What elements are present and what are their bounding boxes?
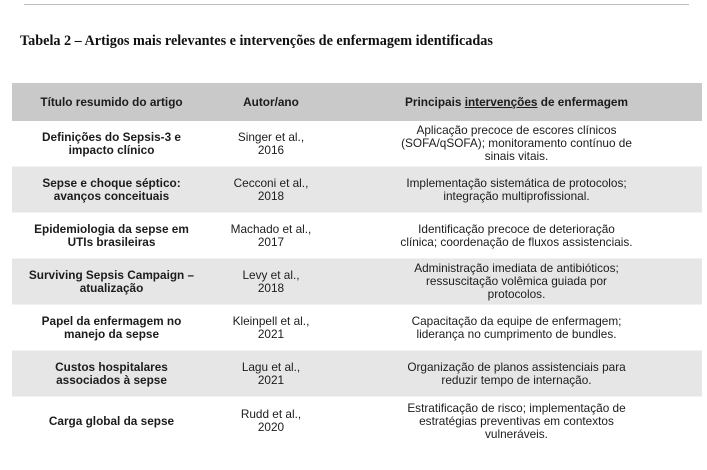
author-year-line: 2021 [257,372,285,387]
interventions-line: vulneráveis. [485,426,548,441]
table-row [12,397,702,446]
author-year-line: Lagu et al., [241,359,301,374]
interventions-line: ressuscitação volêmica guiada por [426,274,607,288]
interventions-line: Administração imediata de antibióticos; [414,261,619,275]
articles-table [12,83,702,445]
table-caption: Tabela 2 – Artigos mais relevantes e intervenções de enfermagem identificadas [20,33,493,49]
article-title-cell [12,351,211,397]
author-year-cell [211,167,331,213]
article-title-line: Custos hospitalares [55,359,168,374]
author-year-line: Levy et al., [242,267,300,282]
table-row [12,305,702,351]
header-author: Autor/ano [211,83,331,121]
article-title-line: Surviving Sepsis Campaign – [28,267,195,282]
table-header-row [12,83,702,121]
table-row [12,167,702,213]
table-row [12,121,702,167]
author-year-line: Kleinpell et al., [232,313,310,328]
table-row [12,259,702,305]
interventions-line: liderança no cumprimento de bundles. [416,326,617,341]
interventions-cell [331,351,702,397]
interventions-cell [331,121,702,167]
author-year-line: Singer et al., [237,129,305,144]
interventions-line: (SOFA/qSOFA); monitoramento contínuo de [401,136,632,150]
article-title-cell [12,397,211,446]
article-title-cell [12,259,211,305]
author-year-cell [211,121,331,167]
article-title-line: Papel da enfermagem no [41,313,182,328]
author-year-cell [211,213,331,259]
article-title-line: atualização [79,280,144,295]
top-divider [24,4,689,5]
article-title-line: Carga global da sepse [48,413,175,428]
author-year-line: 2018 [257,280,285,295]
interventions-cell [331,259,702,305]
author-year-line: 2021 [257,326,285,341]
article-title-cell [12,167,211,213]
author-year-cell [211,305,331,351]
header-interventions-underlined: intervenções [464,94,538,109]
article-title-cell [12,121,211,167]
interventions-line: Identificação precoce de deterioração [418,221,615,236]
author-year-line: Cecconi et al., [233,175,309,190]
interventions-line: estratégias preventivas em contextos [419,413,614,428]
author-year-cell [211,259,331,305]
interventions-line: clínica; coordenação de fluxos assistenciais. [400,234,633,249]
author-year-line: Rudd et al., [240,407,302,421]
article-title-line: associados à sepse [56,372,167,387]
interventions-line: Organização de planos assistenciais para [407,359,626,374]
interventions-cell [331,305,702,351]
article-title-line: Sepse e choque séptico: [42,175,181,190]
interventions-line: Capacitação da equipe de enfermagem; [411,313,622,328]
table-row [12,351,702,397]
header-interventions-suffix: de enfermagem [537,94,628,109]
header-title: Título resumido do artigo [12,83,211,121]
author-year-line: 2016 [257,142,285,157]
author-year-line: 2017 [257,234,285,249]
article-title-line: manejo da sepse [63,326,160,341]
interventions-line: sinais vitais. [484,149,549,163]
author-year-line: 2018 [257,188,285,203]
article-title-line: avanços conceituais [53,188,170,203]
article-title-cell [12,213,211,259]
interventions-line: Aplicação precoce de escores clínicos [416,123,617,137]
interventions-cell [331,213,702,259]
table-row [12,213,702,259]
article-title-line: Epidemiologia da sepse em [34,221,189,236]
interventions-line: Implementação sistemática de protocolos; [406,175,627,190]
article-title-line: UTIs brasileiras [67,234,156,249]
interventions-line: Estratificação de risco; implementação de [407,400,626,415]
interventions-cell [331,167,702,213]
interventions-cell [331,397,702,446]
article-title-line: Definições do Sepsis-3 e [42,129,181,144]
interventions-line: reduzir tempo de internação. [441,372,592,387]
article-title-line: impacto clínico [68,142,155,157]
author-year-line: Machado et al., [230,221,312,236]
interventions-line: integração multiprofissional. [443,188,590,203]
header-interventions [331,83,702,121]
author-year-cell [211,351,331,397]
author-year-cell [211,397,331,446]
author-year-line: 2020 [257,420,285,434]
interventions-line: protocolos. [487,287,546,301]
header-interventions-prefix: Principais [405,94,465,109]
article-title-cell [12,305,211,351]
